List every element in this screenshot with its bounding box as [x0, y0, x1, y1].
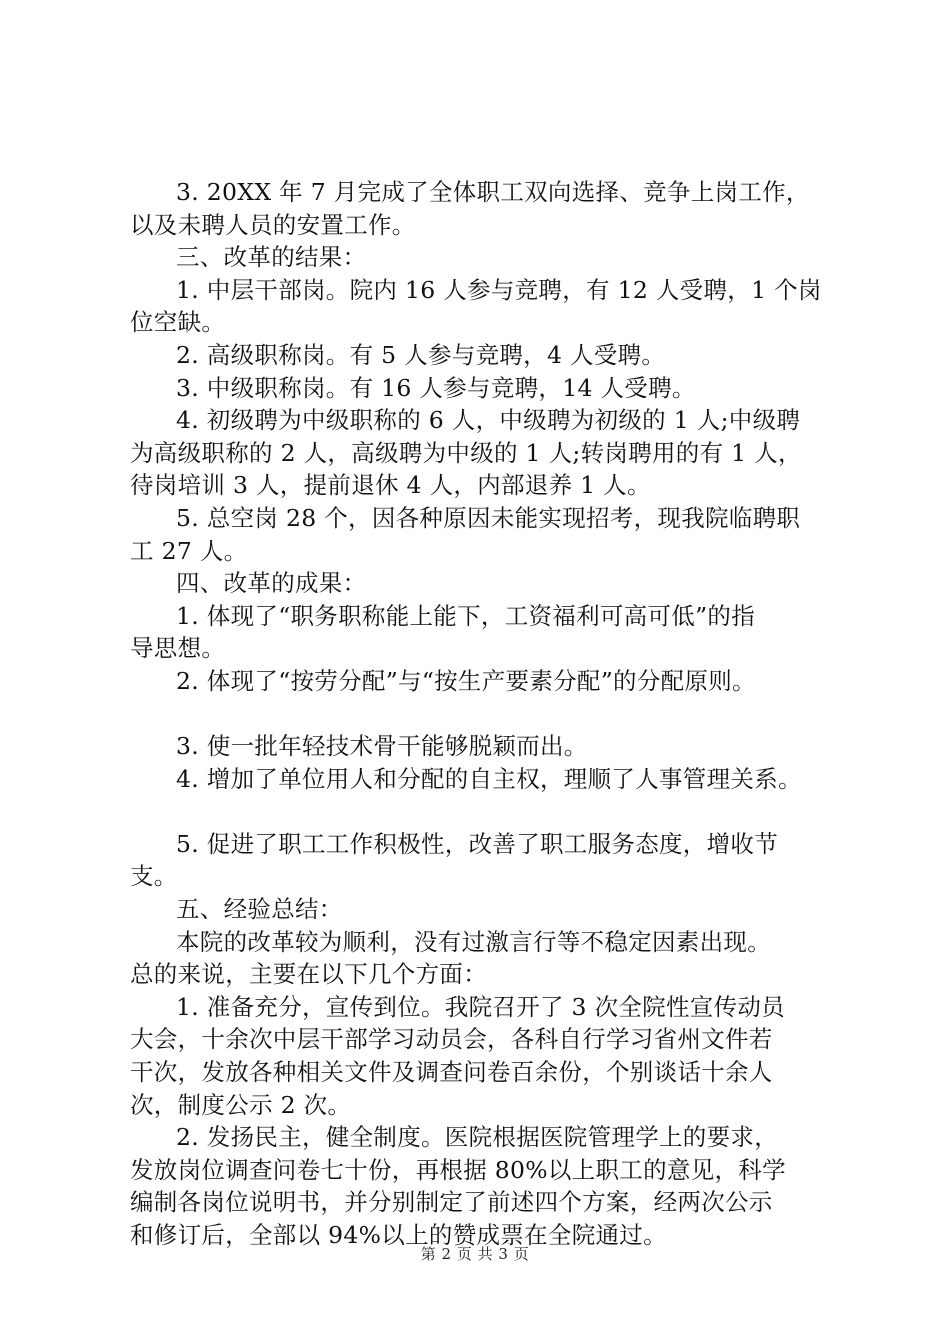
- paragraph-line: 工 27 人。: [130, 536, 248, 565]
- blank-line: [130, 795, 830, 828]
- paragraph-line: 1. 中层干部岗。院内 16 人参与竞聘，有 12 人受聘，1 个岗: [176, 275, 822, 304]
- paragraph-line: 5. 促进了职工工作积极性，改善了职工服务态度，增收节: [176, 829, 778, 858]
- paragraph-line: 以及未聘人员的安置工作。: [130, 210, 416, 239]
- paragraph-line: 3. 中级职称岗。有 16 人参与竞聘，14 人受聘。: [176, 373, 696, 402]
- paragraph-line: 干次，发放各种相关文件及调查问卷百余份，个别谈话十余人: [130, 1058, 773, 1087]
- paragraph-line: 和修订后，全部以 94%以上的赞成票在全院通过。: [130, 1221, 667, 1249]
- paragraph-line: 1. 体现了“职务职称能上能下，工资福利可高可低”的指: [176, 601, 756, 630]
- section-heading: 三、改革的结果：: [176, 243, 367, 272]
- paragraph-line: 位空缺。: [130, 308, 226, 337]
- section-heading: 五、经验总结：: [176, 895, 343, 924]
- paragraph-line: 待岗培训 3 人，提前退休 4 人，内部退养 1 人。: [130, 471, 651, 500]
- paragraph-line: 本院的改革较为顺利，没有过激言行等不稳定因素出现。: [176, 927, 771, 956]
- paragraph-line: 2. 高级职称岗。有 5 人参与竞聘，4 人受聘。: [176, 340, 666, 369]
- section-heading: 四、改革的成果：: [176, 569, 367, 598]
- paragraph-line: 编制各岗位说明书，并分别制定了前述四个方案，经两次公示: [130, 1188, 773, 1217]
- paragraph-line: 1. 准备充分，宣传到位。我院召开了 3 次全院性宣传动员: [176, 992, 785, 1021]
- paragraph-line: 发放岗位调查问卷七十份，再根据 80%以上职工的意见，科学: [130, 1155, 786, 1184]
- paragraph-line: 导思想。: [130, 634, 226, 663]
- paragraph-line: 5. 总空岗 28 个，因各种原因未能实现招考，现我院临聘职: [176, 503, 801, 532]
- paragraph-line: 支。: [130, 862, 178, 891]
- paragraph-line: 3. 20XX 年 7 月完成了全体职工双向选择、竞争上岗工作，: [176, 178, 810, 206]
- paragraph-line: 2. 发扬民主，健全制度。医院根据医院管理学上的要求，: [176, 1123, 778, 1152]
- paragraph-line: 3. 使一批年轻技术骨干能够脱颖而出。: [176, 732, 588, 761]
- blank-line: [130, 698, 830, 731]
- paragraph-line: 为高级职称的 2 人，高级聘为中级的 1 人;转岗聘用的有 1 人，: [130, 438, 802, 467]
- document-body: [130, 176, 830, 1252]
- paragraph-line: 大会，十余次中层干部学习动员会，各科自行学习省州文件若: [130, 1025, 773, 1054]
- paragraph-line: 4. 增加了单位用人和分配的自主权，理顺了人事管理关系。: [176, 764, 802, 793]
- page-number-footer: 第 2 页 共 3 页: [420, 1245, 530, 1263]
- paragraph-line: 2. 体现了“按劳分配”与“按生产要素分配”的分配原则。: [176, 666, 756, 695]
- paragraph-line: 次，制度公示 2 次。: [130, 1090, 352, 1119]
- paragraph-line: 总的来说，主要在以下几个方面：: [130, 960, 487, 989]
- paragraph-line: 4. 初级聘为中级职称的 6 人，中级聘为初级的 1 人;中级聘: [176, 406, 801, 435]
